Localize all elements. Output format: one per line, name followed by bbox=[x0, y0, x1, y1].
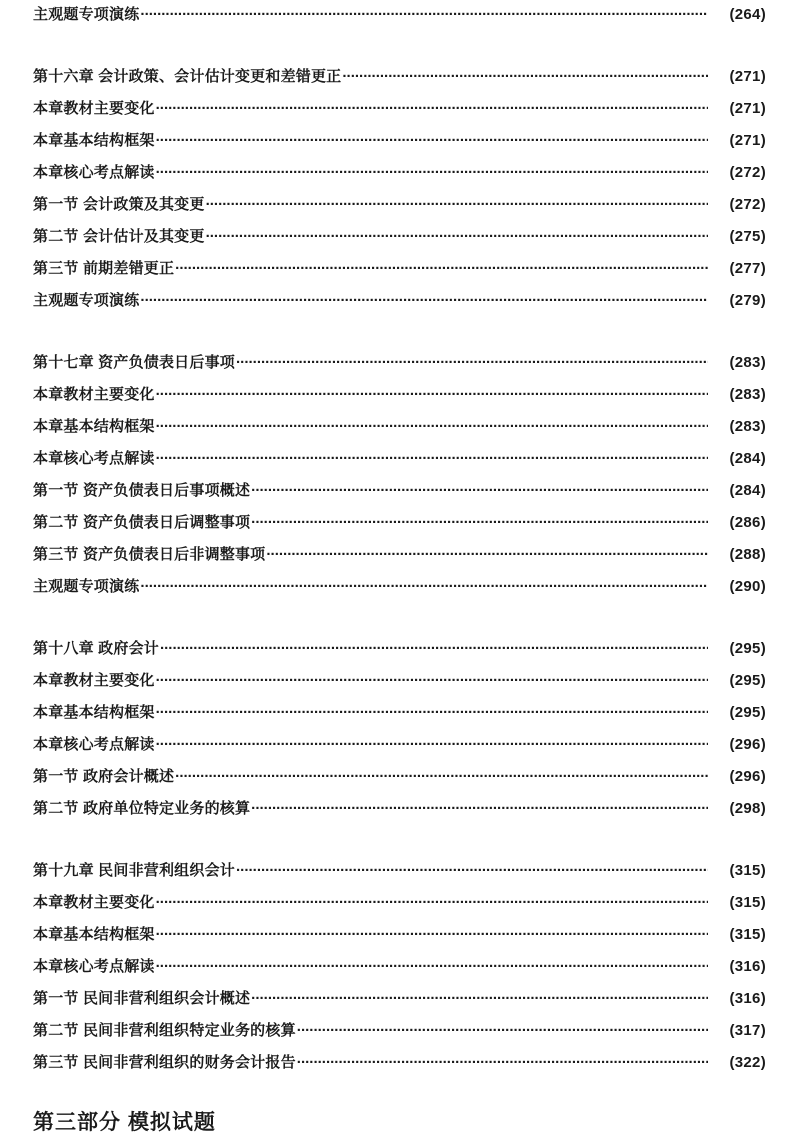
toc-entry-title: 第三节 民间非营利组织的财务会计报告 bbox=[33, 1054, 296, 1071]
toc-leader-dots bbox=[156, 956, 708, 971]
toc-entry-page: (322) bbox=[729, 1054, 766, 1071]
toc-section-entry[interactable] bbox=[30, 734, 766, 766]
toc-section-entry[interactable] bbox=[30, 448, 766, 480]
toc-section-entry[interactable] bbox=[30, 512, 766, 544]
toc-entry-page: (316) bbox=[729, 958, 766, 975]
part-heading: 第三部分 模拟试题 bbox=[33, 1111, 216, 1134]
toc-entry-title: 第二节 政府单位特定业务的核算 bbox=[33, 800, 251, 817]
toc-section-entry[interactable] bbox=[30, 4, 766, 36]
toc-entry-title: 第一节 民间非营利组织会计概述 bbox=[33, 990, 251, 1007]
toc-section-entry[interactable] bbox=[30, 988, 766, 1020]
toc-entry-page: (277) bbox=[729, 260, 766, 277]
toc-entry-title: 本章基本结构框架 bbox=[33, 132, 155, 149]
toc-entry-page: (272) bbox=[729, 164, 766, 181]
toc-entry-page: (290) bbox=[729, 578, 766, 595]
toc-entry-page: (295) bbox=[729, 640, 766, 657]
toc-section-entry[interactable] bbox=[30, 544, 766, 576]
toc-section-entry[interactable] bbox=[30, 130, 766, 162]
toc-entry-title: 第二节 资产负债表日后调整事项 bbox=[33, 514, 251, 531]
toc-section-entry[interactable] bbox=[30, 258, 766, 290]
toc-entry-title: 第三节 资产负债表日后非调整事项 bbox=[33, 546, 266, 563]
toc-leader-dots bbox=[156, 130, 708, 145]
toc-entry-title: 第一节 政府会计概述 bbox=[33, 768, 175, 785]
toc-leader-dots bbox=[140, 4, 708, 19]
toc-entry-title: 第三节 前期差错更正 bbox=[33, 260, 175, 277]
toc-entry-title: 本章核心考点解读 bbox=[33, 164, 155, 181]
toc-entry-title: 主观题专项演练 bbox=[33, 292, 140, 309]
toc-entry-title: 第一节 会计政策及其变更 bbox=[33, 196, 205, 213]
toc-entry-title: 第十九章 民间非营利组织会计 bbox=[33, 862, 235, 879]
toc-leader-dots bbox=[266, 544, 708, 559]
toc-leader-dots bbox=[156, 98, 708, 113]
toc-leader-dots bbox=[251, 480, 708, 495]
toc-entry-page: (279) bbox=[729, 292, 766, 309]
toc-section-entry[interactable] bbox=[30, 162, 766, 194]
toc-entry-page: (317) bbox=[729, 1022, 766, 1039]
toc-section-entry[interactable] bbox=[30, 766, 766, 798]
toc-entry-title: 本章教材主要变化 bbox=[33, 386, 155, 403]
toc-entry-page: (264) bbox=[729, 6, 766, 23]
toc-leader-dots bbox=[156, 416, 708, 431]
toc-section-entry[interactable] bbox=[30, 384, 766, 416]
toc-entry-page: (288) bbox=[729, 546, 766, 563]
toc-section-entry[interactable] bbox=[30, 98, 766, 130]
toc-gap bbox=[30, 36, 766, 66]
toc-entry-page: (272) bbox=[729, 196, 766, 213]
table-of-contents bbox=[30, 0, 766, 1084]
toc-entry-page: (271) bbox=[729, 68, 766, 85]
toc-entry-page: (315) bbox=[729, 862, 766, 879]
toc-entry-page: (271) bbox=[729, 100, 766, 117]
toc-leader-dots bbox=[156, 670, 708, 685]
toc-section-entry[interactable] bbox=[30, 798, 766, 830]
toc-leader-dots bbox=[175, 258, 708, 273]
toc-chapter-entry[interactable] bbox=[30, 352, 766, 384]
toc-leader-dots bbox=[156, 448, 708, 463]
toc-chapter-entry[interactable] bbox=[30, 66, 766, 98]
toc-entry-page: (283) bbox=[729, 418, 766, 435]
toc-leader-dots bbox=[251, 512, 708, 527]
toc-entry-title: 本章基本结构框架 bbox=[33, 926, 155, 943]
toc-section-entry[interactable] bbox=[30, 290, 766, 322]
toc-leader-dots bbox=[206, 194, 708, 209]
toc-leader-dots bbox=[156, 924, 708, 939]
toc-leader-dots bbox=[236, 860, 708, 875]
toc-entry-title: 主观题专项演练 bbox=[33, 578, 140, 595]
toc-entry-title: 本章基本结构框架 bbox=[33, 418, 155, 435]
toc-section-entry[interactable] bbox=[30, 956, 766, 988]
toc-entry-title: 本章核心考点解读 bbox=[33, 958, 155, 975]
toc-entry-page: (315) bbox=[729, 926, 766, 943]
toc-leader-dots bbox=[236, 352, 708, 367]
toc-entry-page: (283) bbox=[729, 354, 766, 371]
toc-section-entry[interactable] bbox=[30, 576, 766, 608]
toc-entry-page: (315) bbox=[729, 894, 766, 911]
toc-section-entry[interactable] bbox=[30, 226, 766, 258]
toc-leader-dots bbox=[342, 66, 708, 81]
toc-entry-page: (298) bbox=[729, 800, 766, 817]
toc-chapter-entry[interactable] bbox=[30, 860, 766, 892]
toc-section-entry[interactable] bbox=[30, 194, 766, 226]
toc-entry-title: 主观题专项演练 bbox=[33, 6, 140, 23]
toc-leader-dots bbox=[175, 766, 708, 781]
toc-section-entry[interactable] bbox=[30, 1020, 766, 1052]
toc-entry-title: 第十七章 资产负债表日后事项 bbox=[33, 354, 235, 371]
toc-leader-dots bbox=[156, 734, 708, 749]
toc-leader-dots bbox=[156, 162, 708, 177]
toc-section-entry[interactable] bbox=[30, 416, 766, 448]
toc-entry-title: 第十八章 政府会计 bbox=[33, 640, 159, 657]
toc-entry-title: 本章教材主要变化 bbox=[33, 894, 155, 911]
toc-leader-dots bbox=[156, 702, 708, 717]
toc-entry-page: (286) bbox=[729, 514, 766, 531]
toc-gap bbox=[30, 608, 766, 638]
toc-leader-dots bbox=[297, 1020, 708, 1035]
toc-entry-title: 第一节 资产负债表日后事项概述 bbox=[33, 482, 251, 499]
toc-entry-page: (316) bbox=[729, 990, 766, 1007]
toc-entry-title: 本章核心考点解读 bbox=[33, 736, 155, 753]
toc-entry-page: (296) bbox=[729, 768, 766, 785]
toc-entry-page: (295) bbox=[729, 672, 766, 689]
toc-leader-dots bbox=[140, 576, 708, 591]
toc-entry-page: (271) bbox=[729, 132, 766, 149]
toc-entry-title: 本章核心考点解读 bbox=[33, 450, 155, 467]
toc-entry-page: (284) bbox=[729, 482, 766, 499]
toc-leader-dots bbox=[160, 638, 708, 653]
toc-section-entry[interactable] bbox=[30, 892, 766, 924]
toc-leader-dots bbox=[251, 988, 708, 1003]
toc-leader-dots bbox=[156, 892, 708, 907]
toc-section-entry[interactable] bbox=[30, 924, 766, 956]
toc-section-entry[interactable] bbox=[30, 1052, 766, 1084]
toc-gap bbox=[30, 322, 766, 352]
toc-entry-title: 第二节 会计估计及其变更 bbox=[33, 228, 205, 245]
toc-leader-dots bbox=[206, 226, 708, 241]
toc-entry-title: 第二节 民间非营利组织特定业务的核算 bbox=[33, 1022, 296, 1039]
toc-section-entry[interactable] bbox=[30, 670, 766, 702]
toc-leader-dots bbox=[156, 384, 708, 399]
toc-entry-page: (283) bbox=[729, 386, 766, 403]
toc-entry-title: 本章基本结构框架 bbox=[33, 704, 155, 721]
toc-leader-dots bbox=[140, 290, 708, 305]
toc-entry-page: (284) bbox=[729, 450, 766, 467]
toc-section-entry[interactable] bbox=[30, 702, 766, 734]
toc-entry-title: 第十六章 会计政策、会计估计变更和差错更正 bbox=[33, 68, 342, 85]
toc-entry-page: (296) bbox=[729, 736, 766, 753]
toc-entry-title: 本章教材主要变化 bbox=[33, 100, 155, 117]
toc-entry-page: (275) bbox=[729, 228, 766, 245]
toc-leader-dots bbox=[251, 798, 708, 813]
toc-section-entry[interactable] bbox=[30, 480, 766, 512]
toc-entry-title: 本章教材主要变化 bbox=[33, 672, 155, 689]
toc-gap bbox=[30, 830, 766, 860]
toc-leader-dots bbox=[297, 1052, 708, 1067]
toc-entry-page: (295) bbox=[729, 704, 766, 721]
toc-chapter-entry[interactable] bbox=[30, 638, 766, 670]
